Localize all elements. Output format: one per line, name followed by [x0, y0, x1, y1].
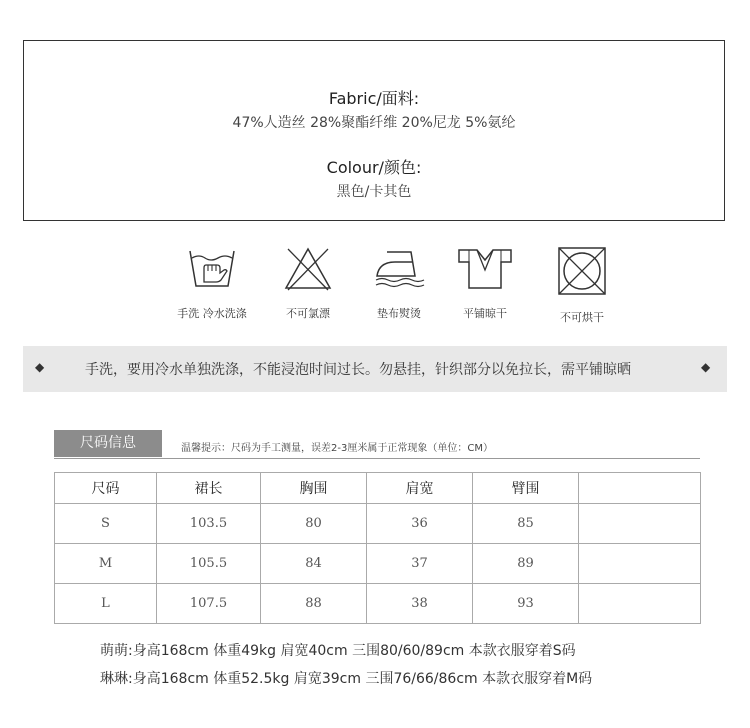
cell-bust: 84 [261, 544, 367, 584]
dry-flat-icon [455, 246, 515, 292]
model-info-line: 琳琳:身高168cm 体重52.5kg 肩宽39cm 三围76/66/86cm 本款衣服穿着M码 [100, 671, 593, 687]
model-info-line: 萌萌:身高168cm 体重49kg 肩宽40cm 三围80/60/89cm 本款衣服穿着S码 [100, 643, 576, 659]
cell-length: 103.5 [157, 504, 261, 544]
colour-value: 黑色/卡其色 [336, 184, 412, 200]
no-bleach-icon [283, 246, 333, 292]
no-tumble-dry-icon [557, 246, 607, 296]
care-label: 不可氯漂 [286, 307, 330, 320]
cell-empty [579, 544, 701, 584]
fabric-composition: 47%人造丝 28%聚酯纤维 20%尼龙 5%氨纶 [232, 115, 516, 131]
header-empty [579, 473, 701, 504]
diamond-bullet-right: ◆ [701, 360, 711, 374]
table-row [55, 584, 701, 624]
care-item-no-tumble-dry [537, 246, 627, 325]
care-item-no-bleach [263, 246, 353, 321]
size-tip: 温馨提示：尺码为手工测量，误差2-3厘米属于正常现象（单位：CM） [181, 443, 493, 454]
washing-notice-bar [23, 346, 727, 392]
size-info-tab: 尺码信息 [54, 430, 162, 457]
care-item-hand-wash [167, 246, 257, 321]
header-length: 裙长 [157, 473, 261, 504]
cell-arm: 85 [473, 504, 579, 544]
cell-arm: 93 [473, 584, 579, 624]
fabric-info-box [23, 40, 725, 221]
table-row [55, 544, 701, 584]
care-instructions [0, 246, 750, 326]
header-arm: 臂围 [473, 473, 579, 504]
cell-empty [579, 504, 701, 544]
cell-shoulder: 36 [367, 504, 473, 544]
cell-shoulder: 38 [367, 584, 473, 624]
care-item-iron [354, 246, 444, 321]
cell-length: 107.5 [157, 584, 261, 624]
cell-bust: 88 [261, 584, 367, 624]
cell-size: S [55, 504, 157, 544]
care-label: 不可烘干 [560, 311, 604, 324]
care-label: 手洗 冷水洗涤 [177, 307, 247, 320]
cell-bust: 80 [261, 504, 367, 544]
care-item-dry-flat [440, 246, 530, 321]
size-table [54, 472, 701, 624]
hand-wash-icon [187, 246, 237, 292]
fabric-heading: Fabric/面料: [328, 89, 420, 108]
iron-with-cloth-icon [373, 246, 425, 292]
header-shoulder: 肩宽 [367, 473, 473, 504]
care-label: 垫布熨烫 [377, 307, 421, 320]
colour-heading: Colour/颜色: [326, 158, 422, 177]
cell-arm: 89 [473, 544, 579, 584]
cell-shoulder: 37 [367, 544, 473, 584]
table-row [55, 504, 701, 544]
cell-length: 105.5 [157, 544, 261, 584]
washing-notice-text: 手洗，要用冷水单独洗涤，不能浸泡时间过长。勿悬挂，针织部分以免拉长，需平铺晾晒 [85, 362, 631, 378]
header-bust: 胸围 [261, 473, 367, 504]
header-size: 尺码 [55, 473, 157, 504]
care-label: 平铺晾干 [463, 307, 507, 320]
size-section-header [54, 430, 700, 459]
cell-empty [579, 584, 701, 624]
size-table-header-row [55, 473, 701, 504]
cell-size: M [55, 544, 157, 584]
diamond-bullet-left: ◆ [35, 360, 45, 374]
cell-size: L [55, 584, 157, 624]
